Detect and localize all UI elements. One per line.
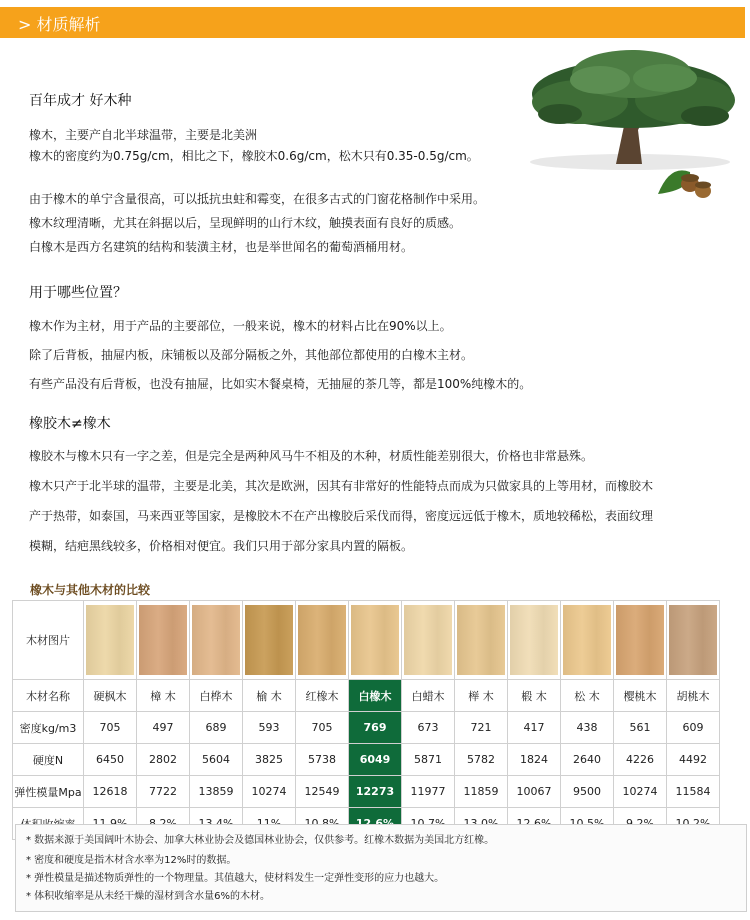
wood-hardness-cell: 3825 <box>243 744 296 776</box>
wood-sample-swatch <box>510 605 558 675</box>
wood-sample-swatch <box>669 605 717 675</box>
wood-density-cell: 705 <box>296 712 349 744</box>
wood-name-cell: 白橡木 <box>349 680 402 712</box>
wood-name-cell: 红橡木 <box>296 680 349 712</box>
intro-line: 橡木的密度约为0.75g/cm，相比之下，橡胶木0.6g/cm，松木只有0.35-0.5g/cm。 <box>29 149 479 163</box>
wood-name-cell: 硬枫木 <box>84 680 137 712</box>
wood-sample-cell <box>243 601 296 680</box>
intro-line: 白橡木是西方名建筑的结构和装潢主材，也是举世闻名的葡萄酒桶用材。 <box>29 240 414 254</box>
wood-density-cell: 721 <box>455 712 508 744</box>
comparison-table <box>12 600 720 840</box>
wood-sample-cell <box>402 601 455 680</box>
wood-name-cell: 白桦木 <box>190 680 243 712</box>
wood-hardness-cell: 5738 <box>296 744 349 776</box>
wood-sample-cell <box>190 601 243 680</box>
wood-elasticity-cell: 11584 <box>667 776 720 808</box>
intro-line: 由于橡木的单宁含量很高，可以抵抗虫蛀和霉变，在很多古式的门窗花格制作中采用。 <box>29 192 486 206</box>
wood-density-cell: 609 <box>667 712 720 744</box>
wood-sample-cell <box>667 601 720 680</box>
wood-elasticity-cell: 12549 <box>296 776 349 808</box>
note-line: * 体积收缩率是从未经干燥的湿材到含水量6%的木材。 <box>26 891 271 902</box>
wood-sample-cell <box>508 601 561 680</box>
note-line: * 数据来源于美国阔叶木协会、加拿大林业协会及德国林业协会，仅供参考。红橡木数据为美国北方红橡。 <box>26 835 495 846</box>
note-line: * 密度和硬度是指木材含水率为12%时的数据。 <box>26 855 237 866</box>
wood-density-cell: 769 <box>349 712 402 744</box>
wood-hardness-cell: 5604 <box>190 744 243 776</box>
usage-line: 有些产品没有后背板，也没有抽屉，比如实木餐桌椅，无抽屉的茶几等，都是100%纯橡木的。 <box>29 377 532 391</box>
section-header <box>0 7 745 38</box>
wood-hardness-cell: 5782 <box>455 744 508 776</box>
wood-density-cell: 438 <box>561 712 614 744</box>
wood-sample-cell <box>349 601 402 680</box>
wood-sample-swatch <box>616 605 664 675</box>
usage-heading: 用于哪些位置？ <box>29 285 127 301</box>
usage-line: 橡木作为主材，用于产品的主要部位，一般来说，橡木的材料占比在90%以上。 <box>29 319 452 333</box>
wood-name-cell: 榉 木 <box>455 680 508 712</box>
wood-elasticity-cell: 10274 <box>614 776 667 808</box>
row-label-image: 木材图片 <box>13 601 84 680</box>
wood-hardness-cell: 2802 <box>137 744 190 776</box>
row-label-name: 木材名称 <box>13 680 84 712</box>
wood-sample-swatch <box>404 605 452 675</box>
wood-density-cell: 417 <box>508 712 561 744</box>
wood-name-cell: 椴 木 <box>508 680 561 712</box>
comparison-title: 橡木与其他木材的比较 <box>30 583 151 597</box>
wood-density-cell: 497 <box>137 712 190 744</box>
rubber-line: 模糊，结疤黑线较多，价格相对便宜。我们只用于部分家具内置的隔板。 <box>29 539 414 553</box>
wood-density-cell: 705 <box>84 712 137 744</box>
wood-density-cell: 561 <box>614 712 667 744</box>
row-label-hardness: 硬度N <box>13 744 84 776</box>
wood-elasticity-cell: 9500 <box>561 776 614 808</box>
wood-sample-swatch <box>298 605 346 675</box>
rubber-heading: 橡胶木≠橡木 <box>29 416 111 432</box>
wood-density-cell: 673 <box>402 712 455 744</box>
rubber-line: 产于热带，如泰国，马来西亚等国家，是橡胶木不在产出橡胶后采伐而得，密度远远低于橡木，质地较稀松，表面纹理 <box>29 509 654 523</box>
wood-sample-swatch <box>351 605 399 675</box>
wood-sample-cell <box>296 601 349 680</box>
note-line: * 弹性模量是描述物质弹性的一个物理量。其值越大，使材料发生一定弹性变形的应力也越大。 <box>26 873 445 884</box>
rubber-line: 橡木只产于北半球的温带，主要是北美，其次是欧洲，因其有非常好的性能特点而成为只做家具的上等用材，而橡胶木 <box>29 479 654 493</box>
wood-hardness-cell: 6049 <box>349 744 402 776</box>
wood-hardness-cell: 4492 <box>667 744 720 776</box>
wood-hardness-cell: 2640 <box>561 744 614 776</box>
wood-name-cell: 白蜡木 <box>402 680 455 712</box>
row-label-elasticity: 弹性模量Mpa <box>13 776 84 808</box>
wood-name-cell: 胡桃木 <box>667 680 720 712</box>
row-label-density: 密度kg/m3 <box>13 712 84 744</box>
wood-hardness-cell: 4226 <box>614 744 667 776</box>
wood-name-cell: 樱桃木 <box>614 680 667 712</box>
wood-density-cell: 593 <box>243 712 296 744</box>
wood-elasticity-cell: 12273 <box>349 776 402 808</box>
wood-hardness-cell: 5871 <box>402 744 455 776</box>
oak-tree-image <box>520 44 748 216</box>
wood-elasticity-cell: 11859 <box>455 776 508 808</box>
wood-sample-swatch <box>139 605 187 675</box>
wood-sample-cell <box>614 601 667 680</box>
intro-line: 橡木，主要产自北半球温带，主要是北美洲 <box>29 128 258 142</box>
wood-sample-swatch <box>86 605 134 675</box>
wood-hardness-cell: 6450 <box>84 744 137 776</box>
intro-heading: 百年成才 好木种 <box>29 93 132 109</box>
wood-sample-swatch <box>245 605 293 675</box>
wood-elasticity-cell: 10067 <box>508 776 561 808</box>
wood-sample-cell <box>84 601 137 680</box>
notes-box <box>15 824 747 912</box>
wood-sample-swatch <box>192 605 240 675</box>
wood-sample-cell <box>561 601 614 680</box>
usage-line: 除了后背板，抽屉内板，床铺板以及部分隔板之外，其他部位都使用的白橡木主材。 <box>29 348 474 362</box>
wood-sample-cell <box>137 601 190 680</box>
wood-hardness-cell: 1824 <box>508 744 561 776</box>
rubber-line: 橡胶木与橡木只有一字之差，但是完全是两种风马牛不相及的木种，材质性能差别很大，价格也非常悬殊。 <box>29 449 594 463</box>
intro-line: 橡木纹理清晰，尤其在斜据以后，呈现鲜明的山行木纹，触摸表面有良好的质感。 <box>29 216 462 230</box>
wood-sample-cell <box>455 601 508 680</box>
wood-name-cell: 松 木 <box>561 680 614 712</box>
wood-sample-swatch <box>563 605 611 675</box>
wood-density-cell: 689 <box>190 712 243 744</box>
wood-elasticity-cell: 10274 <box>243 776 296 808</box>
wood-elasticity-cell: 12618 <box>84 776 137 808</box>
wood-elasticity-cell: 7722 <box>137 776 190 808</box>
wood-elasticity-cell: 13859 <box>190 776 243 808</box>
wood-elasticity-cell: 11977 <box>402 776 455 808</box>
section-title: > 材质解析 <box>18 15 101 34</box>
wood-name-cell: 樟 木 <box>137 680 190 712</box>
wood-name-cell: 榆 木 <box>243 680 296 712</box>
wood-sample-swatch <box>457 605 505 675</box>
